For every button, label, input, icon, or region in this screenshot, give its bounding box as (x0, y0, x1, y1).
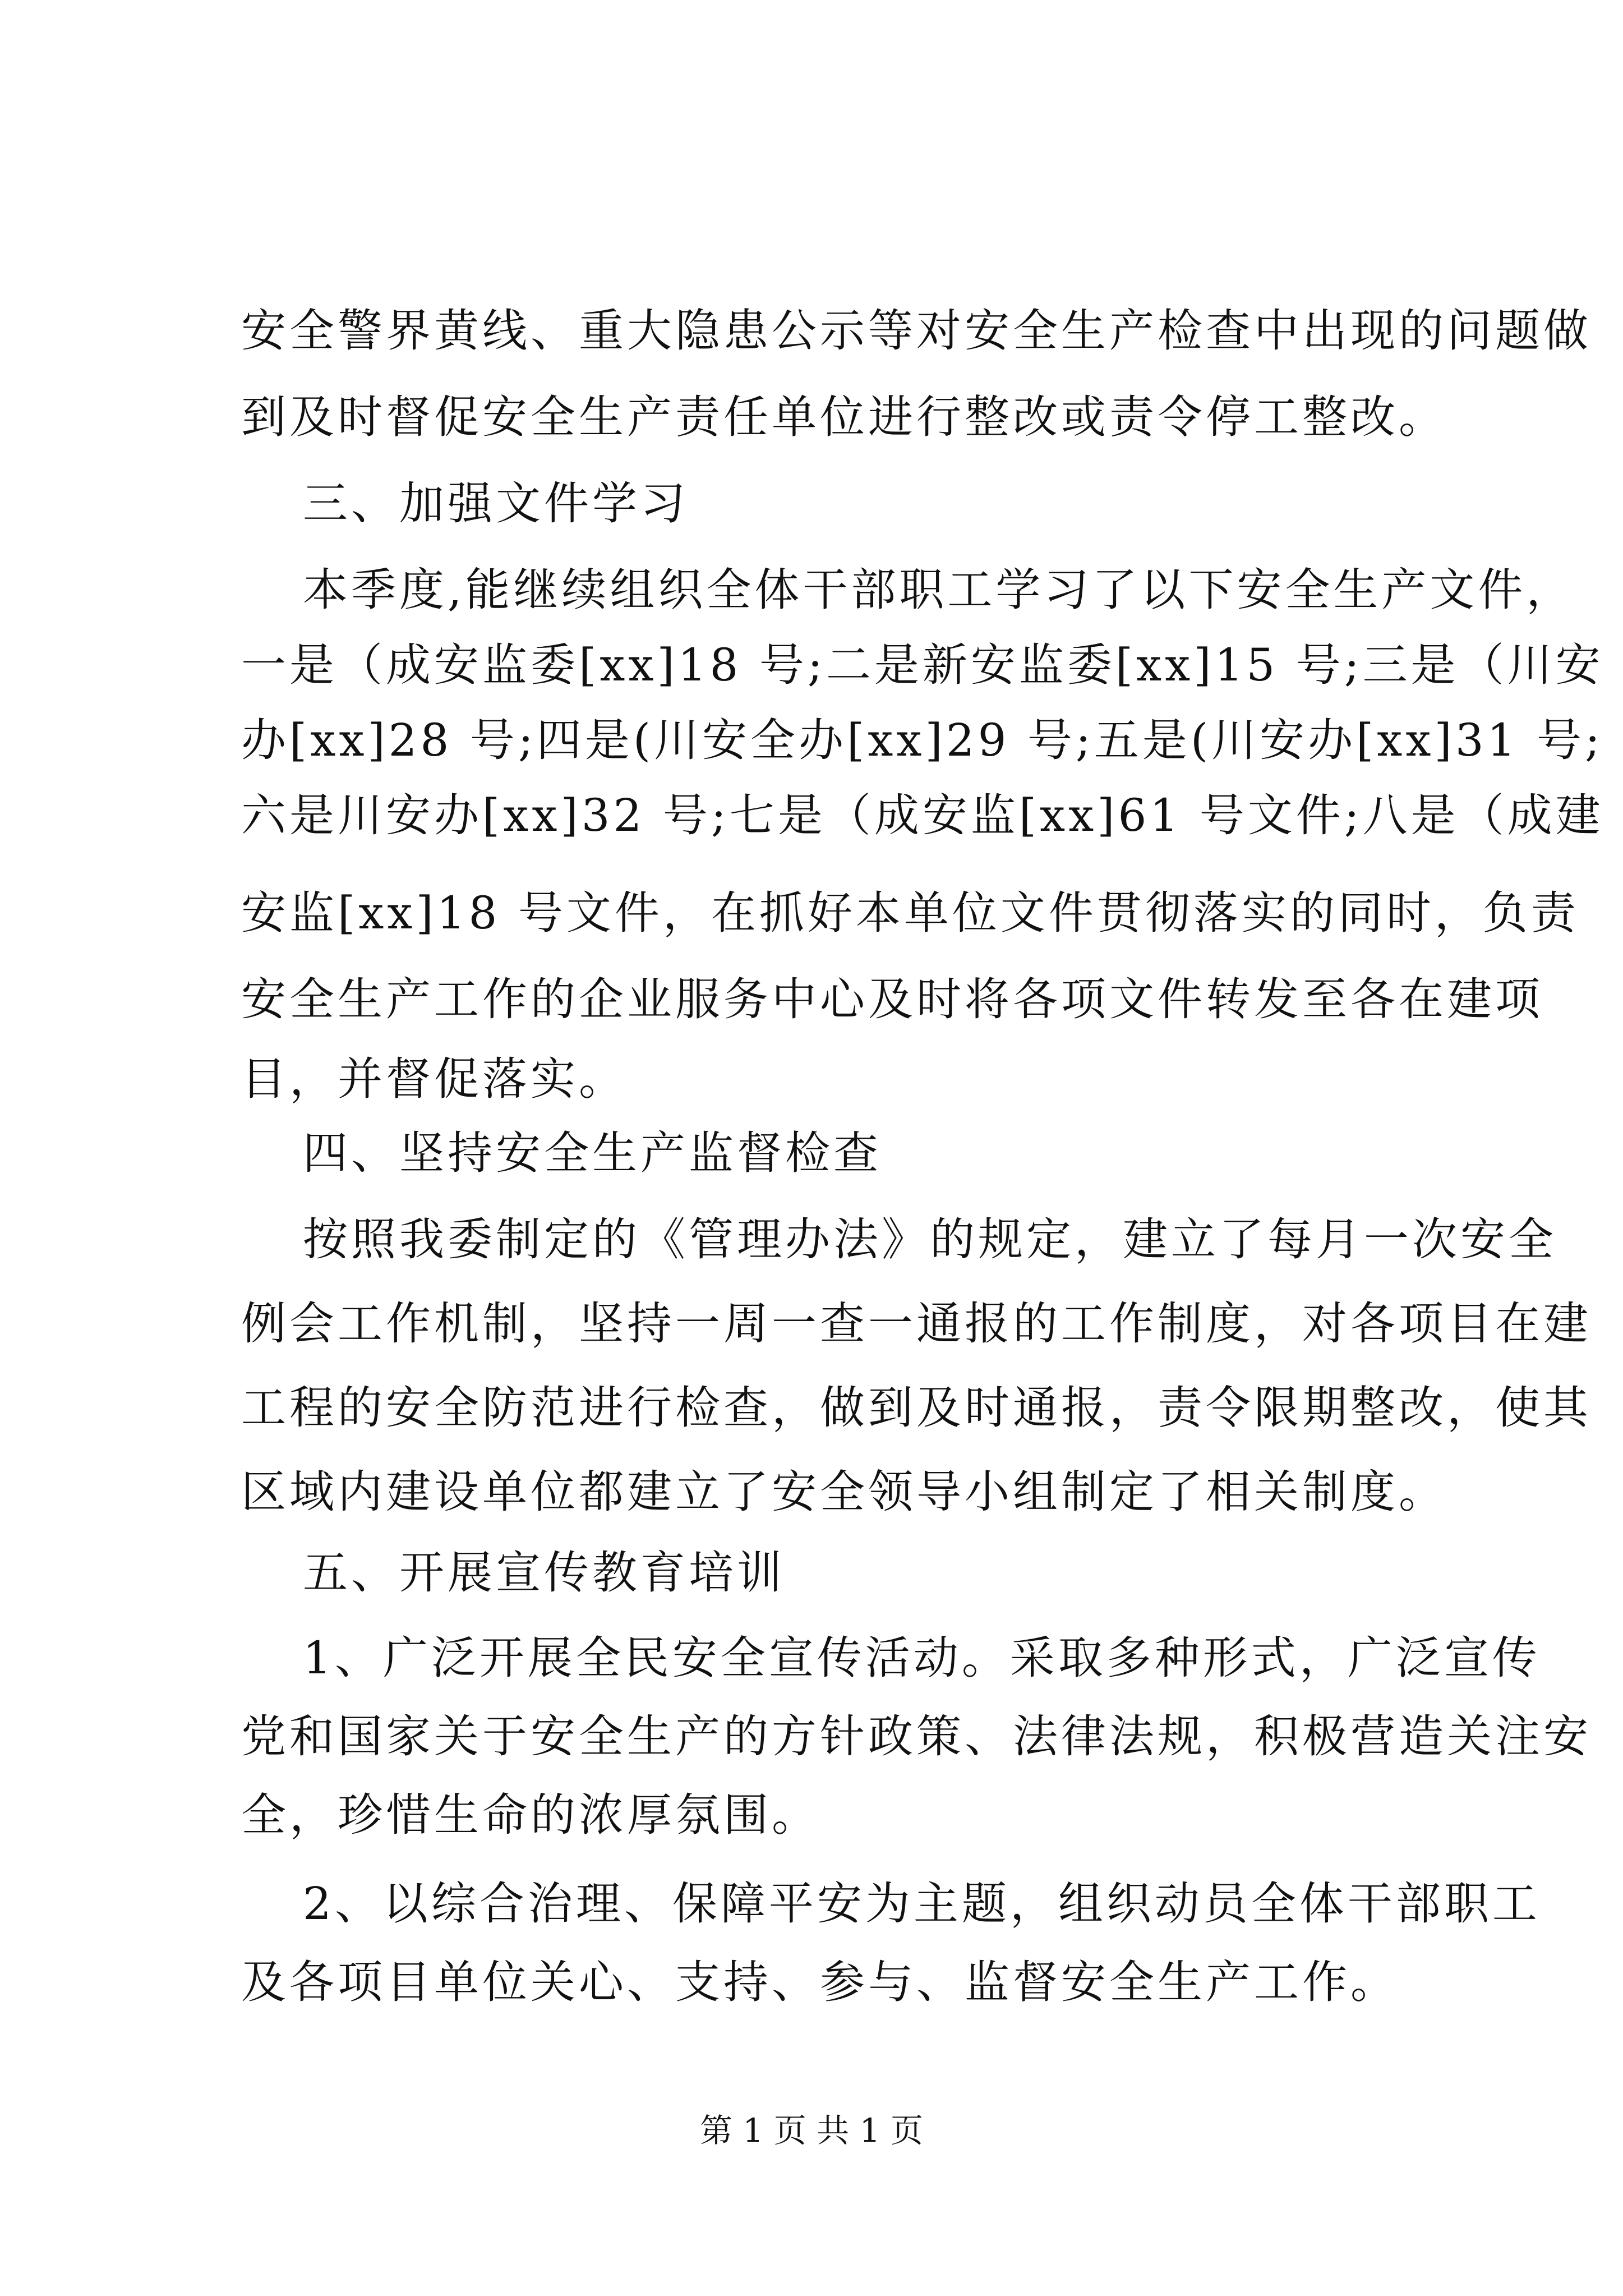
body-text-line: 工程的安全防范进行检查，做到及时通报，责令限期整改，使其 (241, 1382, 1592, 1434)
body-text-line: 一是（成安监委[xx]18 号;二是新安监委[xx]15 号;三是（川安 (241, 639, 1604, 691)
body-text-line: 办[xx]28 号;四是(川安全办[xx]29 号;五是(川安办[xx]31 号; (241, 714, 1603, 766)
body-text-line: 目，并督促落实。 (241, 1053, 627, 1105)
page-number-footer: 第 1 页 共 1 页 (700, 2111, 923, 2150)
body-text-line: 安全生产工作的企业服务中心及时将各项文件转发至各在建项 (241, 973, 1543, 1025)
body-text-line: 安全警界黄线、重大隐患公示等对安全生产检查中出现的问题做 (241, 305, 1592, 357)
section-heading: 五、开展宣传教育培训 (303, 1547, 785, 1599)
paragraph-first-line: 2、以综合治理、保障平安为主题，组织动员全体干部职工 (303, 1878, 1541, 1930)
body-text-line: 及各项目单位关心、支持、参与、监督安全生产工作。 (241, 1956, 1399, 2008)
body-text-line: 区域内建设单位都建立了安全领导小组制定了相关制度。 (241, 1466, 1447, 1518)
paragraph-first-line: 按照我委制定的《管理办法》的规定，建立了每月一次安全 (303, 1213, 1557, 1266)
body-text-line: 六是川安办[xx]32 号;七是（成安监[xx]61 号文件;八是（成建 (241, 789, 1604, 841)
section-heading: 四、坚持安全生产监督检查 (303, 1127, 882, 1179)
body-text-line: 到及时督促安全生产责任单位进行整改或责令停工整改。 (241, 391, 1447, 443)
paragraph-first-line: 本季度,能继续组织全体干部职工学习了以下安全生产文件， (303, 564, 1575, 616)
body-text-line: 党和国家关于安全生产的方针政策、法律法规，积极营造关注安 (241, 1710, 1592, 1763)
body-text-line: 全，珍惜生命的浓厚氛围。 (241, 1789, 820, 1841)
body-text-line: 例会工作机制，坚持一周一查一通报的工作制度，对各项目在建 (241, 1297, 1592, 1350)
paragraph-first-line: 1、广泛开展全民安全宣传活动。采取多种形式，广泛宣传 (303, 1632, 1541, 1684)
body-text-line: 安监[xx]18 号文件，在抓好本单位文件贯彻落实的同时，负责 (241, 887, 1579, 939)
section-heading: 三、加强文件学习 (303, 477, 689, 530)
